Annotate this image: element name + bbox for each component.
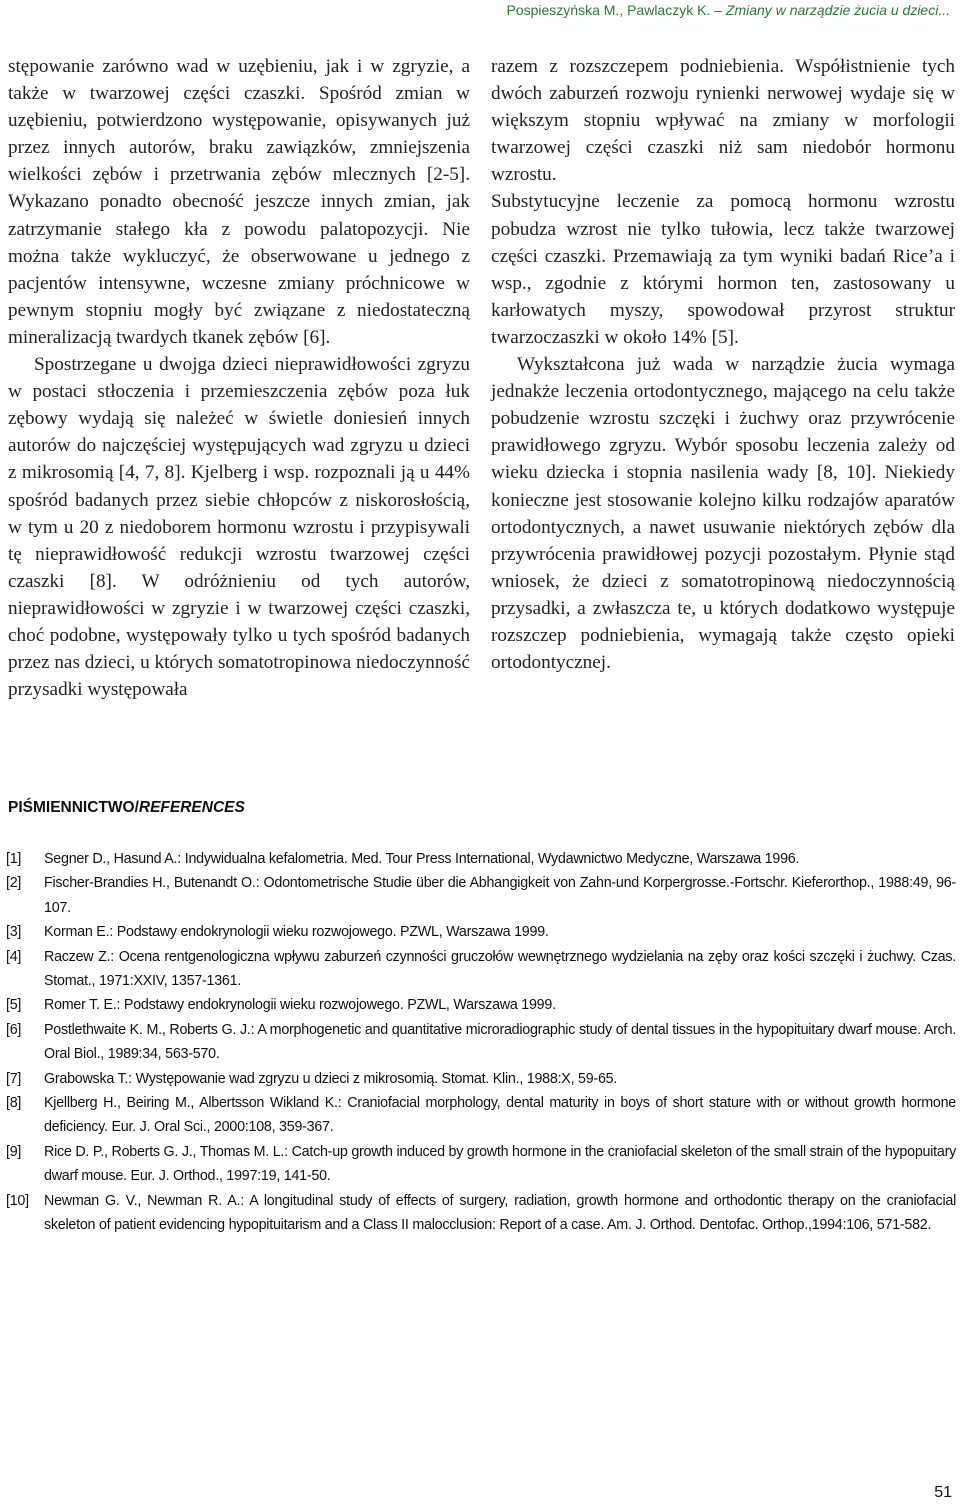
- reference-number: [9]: [6, 1143, 22, 1160]
- references-heading: [8, 799, 245, 817]
- running-head: [506, 2, 950, 18]
- body-column-right: [491, 53, 955, 676]
- running-head-authors: Pospieszyńska M., Pawlaczyk K. –: [506, 2, 726, 18]
- reference-number: [7]: [6, 1070, 22, 1087]
- reference-text: Korman E.: Podstawy endokrynologii wieku rozwojowego. PZWL, Warszawa 1999.: [44, 924, 549, 941]
- reference-item: [6, 993, 956, 1017]
- reference-item: [6, 1067, 956, 1091]
- reference-text: Rice D. P., Roberts G. J., Thomas M. L.: Catch-up growth induced by growth hormone in the craniofacial skeleton of the small strain of the hypopuitary dwarf mouse. Eur. J. Orthod., 1997:19, 141-50.: [44, 1143, 956, 1185]
- reference-text: Kjellberg H., Beiring M., Albertsson Wikland K.: Craniofacial morphology, dental maturity in boys of short stature with or without growth hormone deficiency. Eur. J. Oral Sci., 2000:108, 359-367.: [44, 1095, 956, 1136]
- reference-number: [1]: [6, 851, 22, 867]
- body-paragraph: Spostrzegane u dwojga dzieci nieprawidłowości zgryzu w postaci stłoczenia i przemieszczenia zębów poza łuk zębowy wydają się należeć w świetle doniesień innych autorów do najczęściej występujących wad zgryzu u dzieci z mikrosomią [4, 7, 8]. Kjelberg i wsp. rozpoznali ją u 44% spośród badanych przez siebie chłopców z niskorosłością, w tym u 20 z niedoborem hormonu wzrostu i przypisywali tę nieprawidłowość redukcji wzrostu twarzowej części czaszki [8]. W odróżnieniu od tych autorów, nieprawidłowości w zgryzie i w twarzowej części czaszki, choć podobne, występowały tylko u tych spośród badanych przez nas dzieci, u których somatotropinowa niedoczynność przysadki występowała: [8, 354, 470, 701]
- page-number: 51: [934, 1484, 952, 1501]
- running-head-title: Zmiany w narządzie żucia u dzieci...: [725, 2, 950, 18]
- reference-text: Raczew Z.: Ocena rentgenologiczna wpływu zaburzeń czynności gruczołów wewnętrznego wydzielania na zęby oraz kości szczęki i żuchwy. Czas. Stomat., 1971:XXIV, 1357-1361.: [44, 948, 956, 990]
- body-column-left: [8, 53, 470, 703]
- reference-item: [6, 1091, 956, 1140]
- reference-item: [6, 1140, 956, 1189]
- reference-number: [3]: [6, 924, 22, 941]
- body-paragraph: razem z rozszczepem podniebienia. Współistnienie tych dwóch zaburzeń rozwoju rynienki nerwowej wydaje się w większym stopniu wpływać na zmiany w morfologii twarzowej części czaszki niż sam niedobór hormonu wzrostu.: [491, 56, 955, 186]
- reference-item: [6, 871, 956, 920]
- reference-number: [6]: [6, 1021, 22, 1038]
- body-paragraph: Wykształcona już wada w narządzie żucia wymaga jednakże leczenia ortodontycznego, mającego na celu także pobudzenie wzrostu szczęki i żuchwy oraz przywrócenie prawidłowego zgryzu. Wybór sposobu leczenia zależy od wieku dziecka i stopnia nasilenia wady [8, 10]. Niekiedy konieczne jest stosowanie kolejno kilku rodzajów aparatów ortodontycznych, a nawet usuwanie niektórych zębów dla przywrócenia prawidłowej pozycji pozostałym. Płynie stąd wniosek, że dzieci z somatotropinową niedoczynnością przysadki, a zwłaszcza te, u których dodatkowo występuje rozszczep podniebienia, wymagają także często opieki ortodontycznej.: [491, 354, 955, 674]
- reference-text: Romer T. E.: Podstawy endokrynologii wieku rozwojowego. PZWL, Warszawa 1999.: [44, 997, 556, 1014]
- reference-text: Newman G. V., Newman R. A.: A longitudinal study of effects of surgery, radiation, growth hormone and orthodontic therapy on the craniofacial skeleton of patient evidencing hypopituitarism and a Class II malocclusion: Report of a case. Am. J. Orthod. Dentofac. Orthop.,1994:106, 571-582.: [44, 1192, 956, 1234]
- reference-text: Postlethwaite K. M., Roberts G. J.: A morphogenetic and quantitative microradiographic study of dental tissues in the hypopituitary dwarf mouse. Arch. Oral Biol., 1989:34, 563-570.: [44, 1021, 956, 1063]
- reference-item: [6, 1018, 956, 1067]
- reference-number: [10]: [6, 1192, 29, 1209]
- reference-item: [6, 847, 956, 871]
- reference-text: Segner D., Hasund A.: Indywidualna kefalometria. Med. Tour Press International, Wydawnictwo Medyczne, Warszawa 1996.: [44, 851, 800, 867]
- reference-number: [8]: [6, 1095, 22, 1112]
- references-heading-italic: REFERENCES: [138, 799, 245, 816]
- reference-number: [2]: [6, 875, 22, 892]
- reference-item: [6, 1189, 956, 1238]
- reference-text: Fischer-Brandies H., Butenandt O.: Odontometrische Studie über die Abhangigkeit von Zahn-und Korpergrosse.-Fortschr. Kieferorthop., 1988:49, 96-107.: [44, 875, 956, 916]
- reference-number: [5]: [6, 997, 22, 1014]
- reference-number: [4]: [6, 948, 22, 965]
- body-paragraph: stępowanie zarówno wad w uzębieniu, jak i w zgryzie, a także w twarzowej części czaszki. Spośród zmian w uzębieniu, potwierdzono występowanie, opisywanych już przez innych autorów, braku zawiązków, zmniejszenia wielkości zębów i przetrwania zębów mlecznych [2-5]. Wykazano ponadto obecność jeszcze innych zmian, jak zatrzymanie stałego kła z powodu palatopozycji. Nie można także wykluczyć, że obserwowane u jednego z pacjentów intensywne, wczesne zmiany próchnicowe w pewnym stopniu mogły być związane z niedostateczną mineralizacją twardych tkanek zębów [6].: [8, 56, 470, 348]
- references-heading-main: PIŚMIENNICTWO/: [8, 799, 139, 816]
- reference-item: [6, 945, 956, 994]
- references-list: [6, 847, 956, 1238]
- reference-text: Grabowska T.: Występowanie wad zgryzu u dzieci z mikrosomią. Stomat. Klin., 1988:X, 59-65.: [44, 1070, 618, 1087]
- body-paragraph: Substytucyjne leczenie za pomocą hormonu wzrostu pobudza wzrost nie tylko tułowia, lecz także twarzowej części czaszki. Przemawiają za tym wyniki badań Rice’a i wsp., zgodnie z którymi hormon ten, zastosowany u karłowatych myszy, spowodował przyrost struktur twarzoczaszki w około 14% [5].: [491, 191, 955, 348]
- reference-item: [6, 920, 956, 944]
